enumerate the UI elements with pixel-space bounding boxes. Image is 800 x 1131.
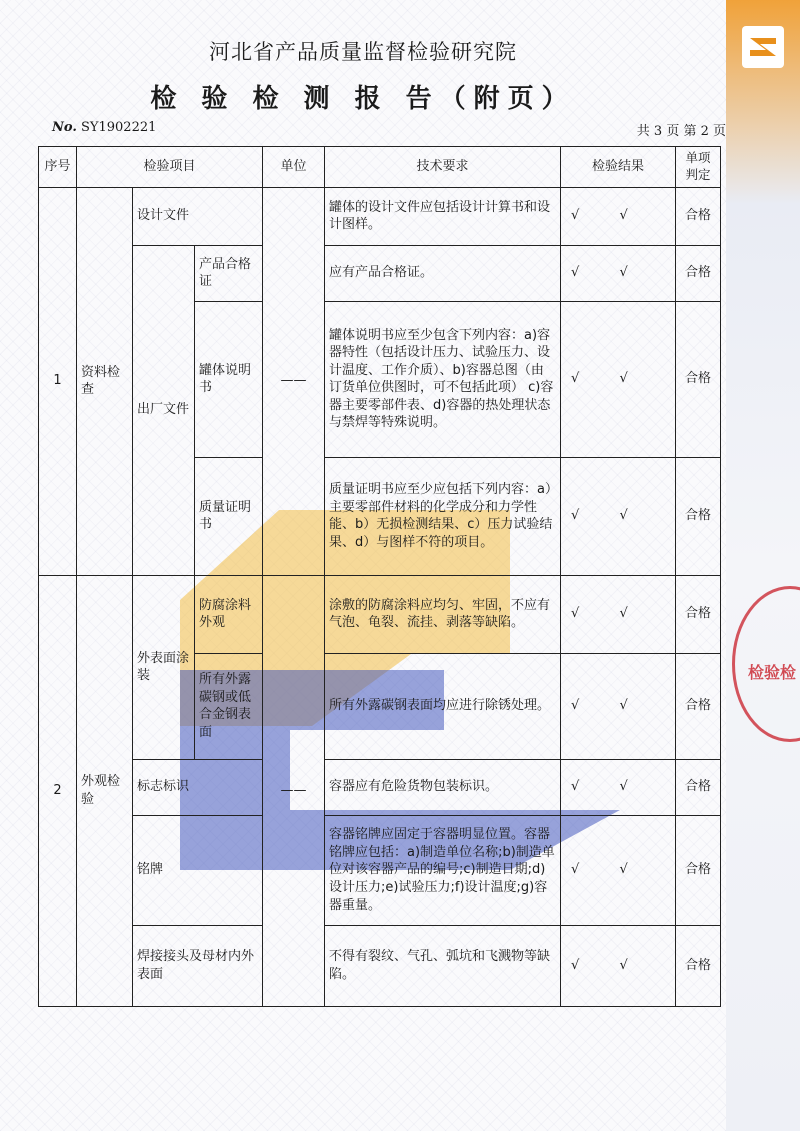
row9-item: 焊接接头及母材内外表面 — [133, 925, 263, 1006]
row9-result: √ √ — [561, 925, 676, 1006]
group2-seq: 2 — [39, 575, 77, 1006]
row2-result: √ √ — [561, 245, 676, 301]
row6-verdict: 合格 — [676, 653, 721, 759]
row3-result: √ √ — [561, 301, 676, 457]
row8-requirement: 容器铭牌应固定于容器明显位置。容器铭牌应包括：a)制造单位名称;b)制造单位对该容器产品的编号;c)制造日期;d)设计压力;e)试验压力;f)设计温度;g)容器重量。 — [325, 815, 561, 925]
row6-requirement: 所有外露碳钢表面均应进行除锈处理。 — [325, 653, 561, 759]
row6-item: 所有外露碳钢或低合金钢表面 — [195, 653, 263, 759]
inspection-table — [38, 146, 721, 1007]
seal-text: 检验检 — [748, 663, 797, 682]
institute-name: 河北省产品质量监督检验研究院 — [209, 40, 517, 64]
row8-item: 铭牌 — [133, 815, 263, 925]
group2-category: 外观检验 — [77, 575, 133, 1006]
group1-seq: 1 — [39, 187, 77, 575]
page-info: 共 3 页 第 2 页 — [636, 124, 726, 139]
header-verdict: 单项判定 — [676, 147, 721, 188]
row7-result: √ √ — [561, 759, 676, 815]
row3-verdict: 合格 — [676, 301, 721, 457]
row8-verdict: 合格 — [676, 815, 721, 925]
header-unit: 单位 — [263, 147, 325, 188]
row5-requirement: 涂敷的防腐涂料应均匀、牢固，不应有气泡、龟裂、流挂、剥落等缺陷。 — [325, 575, 561, 653]
table-header-row — [39, 147, 721, 188]
row3-item: 罐体说明书 — [195, 301, 263, 457]
report-no-value: SY1902221 — [81, 120, 157, 135]
header-result: 检验结果 — [561, 147, 676, 188]
row4-requirement: 质量证明书应至少应包括下列内容：a）主要零部件材料的化学成分和力学性能、b）无损检测结果、c）压力试验结果、d）与图样不符的项目。 — [325, 457, 561, 575]
row4-item: 质量证明书 — [195, 457, 263, 575]
row5-item: 防腐涂料外观 — [195, 575, 263, 653]
row2-item: 产品合格证 — [195, 245, 263, 301]
row1-item: 设计文件 — [133, 187, 263, 245]
group1-category: 资料检查 — [77, 187, 133, 575]
row6-result: √ √ — [561, 653, 676, 759]
header-seq: 序号 — [39, 147, 77, 188]
row2-requirement: 应有产品合格证。 — [325, 245, 561, 301]
factory-docs-label: 出厂文件 — [133, 245, 195, 575]
row1-result: √ √ — [561, 187, 676, 245]
row7-item: 标志标识 — [133, 759, 263, 815]
row4-verdict: 合格 — [676, 457, 721, 575]
surface-coating-label: 外表面涂装 — [133, 575, 195, 759]
table-row — [39, 815, 721, 925]
row7-verdict: 合格 — [676, 759, 721, 815]
table-row — [39, 187, 721, 245]
row3-requirement: 罐体说明书应至少包含下列内容：a)容器特性（包括设计压力、试验压力、设计温度、工作介质）、b)容器总图（由订货单位供图时，可不包括此项） c)容器主要零部件表、d)容器的热处理状态与禁焊等特殊说明。 — [325, 301, 561, 457]
header-requirement: 技术要求 — [325, 147, 561, 188]
report-no-label: No. — [52, 120, 77, 135]
header-item: 检验项目 — [77, 147, 263, 188]
table-row — [39, 245, 721, 301]
table-row — [39, 925, 721, 1006]
group2-unit: —— — [263, 575, 325, 1006]
row8-result: √ √ — [561, 815, 676, 925]
row4-result: √ √ — [561, 457, 676, 575]
row7-requirement: 容器应有危险货物包装标识。 — [325, 759, 561, 815]
row2-verdict: 合格 — [676, 245, 721, 301]
table-row — [39, 759, 721, 815]
page-edge-strip — [726, 0, 800, 1131]
row5-verdict: 合格 — [676, 575, 721, 653]
report-title: 检 验 检 测 报 告（附页） — [150, 84, 576, 114]
group1-unit: —— — [263, 187, 325, 575]
row1-requirement: 罐体的设计文件应包括设计计算书和设计图样。 — [325, 187, 561, 245]
report-number — [52, 120, 156, 135]
row9-verdict: 合格 — [676, 925, 721, 1006]
row1-verdict: 合格 — [676, 187, 721, 245]
row9-requirement: 不得有裂纹、气孔、弧坑和飞溅物等缺陷。 — [325, 925, 561, 1006]
table-row — [39, 575, 721, 653]
row5-result: √ √ — [561, 575, 676, 653]
institute-logo-icon — [742, 26, 784, 68]
